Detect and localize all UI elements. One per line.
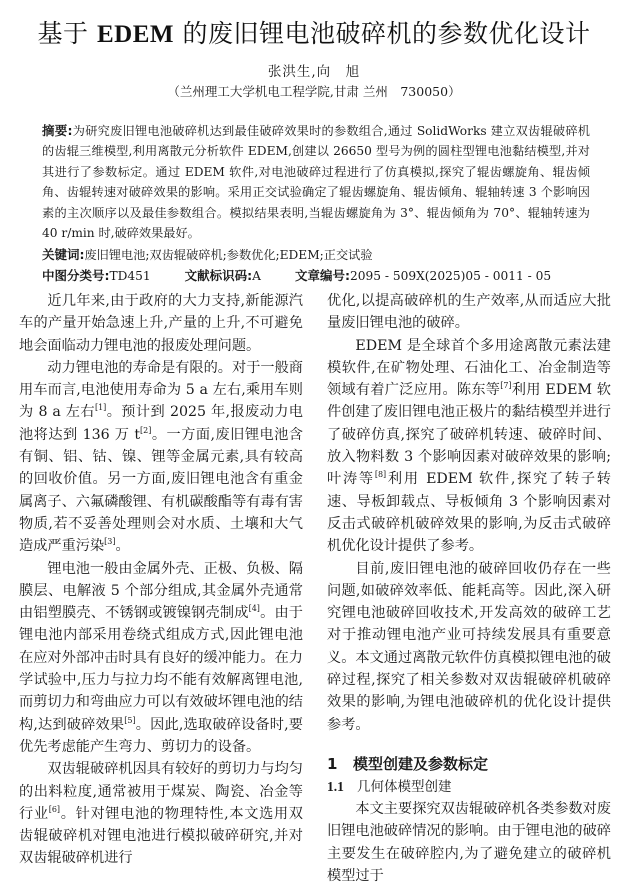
article-no-value: 2095 - 509X(2025)05 - 0011 - 05 bbox=[349, 269, 552, 283]
clc-value: TD451 bbox=[109, 269, 151, 283]
citation[interactable]: [7] bbox=[500, 381, 512, 391]
citation[interactable]: [6] bbox=[48, 804, 61, 814]
abstract-text: 为研究废旧锂电池破碎机达到最佳破碎效果时的参数组合,通过 SolidWorks 建立双齿辊破碎机的齿辊三维模型,利用离散元分析软件 EDEM,创建以 26650 型号为例的圆柱型锂电池黏结模型,并对其进行了参数标定。通过 EDEM 软件,对电池破碎过程进行了仿真模拟,探究了辊齿螺旋角、辊齿倾角、齿辊转速对破碎效果的影响。采用正交试验确定了辊齿螺旋角、辊齿倾角、辊轴转速 3 个影响因素的主次顺序以及最佳参数组合。模拟结果表明,当辊齿螺旋角为 3°、辊齿倾角为 70°、辊轴转速为 40 r/min 时,破碎效果最好。 bbox=[42, 124, 590, 241]
keywords-text: 废旧锂电池;双齿辊破碎机;参数优化;EDEM;正交试验 bbox=[84, 248, 373, 262]
paragraph: 近几年来,由于政府的大力支持,新能源汽车的产量开始急速上升,产量的上升,不可避免地会面临动力锂电池的报废处理问题。 bbox=[19, 293, 303, 354]
text: 动力锂电池的寿命是有限的。对于一般商用车而言,电池使用寿命为 5 a 左右,乘用车则为 8 a 左右 bbox=[19, 359, 303, 421]
citation[interactable]: [5] bbox=[124, 715, 136, 725]
subsection-number: 1.1 bbox=[327, 778, 344, 794]
section-number: 1 bbox=[327, 754, 338, 773]
abstract bbox=[42, 121, 590, 243]
authors: 张洪生,向 旭 bbox=[267, 64, 361, 80]
paragraph bbox=[19, 357, 303, 558]
left-column bbox=[19, 290, 303, 870]
text: 。由于锂电池内部采用卷绕式组成方式,因此锂电池在应对外部冲击时具有良好的缓冲能力。在力学试验中,压力与拉力均不能有效解离锂电池,而剪切力和弯曲应力可以有效破坏锂电池的结构,达到破碎效果 bbox=[19, 605, 303, 733]
title-edem: EDEM bbox=[97, 21, 174, 48]
text: 。预计到 2025 年,报废动力电池将达到 136 万 t bbox=[19, 404, 303, 443]
text: 利用 EDEM 软件,探究了转子转速、导板卸载点、导板倾角 3 个影响因素对反击式破碎机破碎效果的影响,为反击式破碎机优化设计提供了参考。 bbox=[327, 471, 611, 555]
document-code bbox=[185, 266, 261, 284]
text: 。一方面,废旧锂电池含有铜、铝、钴、镍、锂等金属元素,具有较高的回收价值。另一方面,废旧锂电池含有重金属离子、六氟磷酸锂、有机碳酸酯等有毒有害物质,若不妥善处理则会对水质、土壤和大气造成严重污染 bbox=[19, 426, 303, 555]
subsection-title: 几何体模型创建 bbox=[357, 778, 452, 795]
citation[interactable]: [1] bbox=[94, 403, 107, 413]
paper-title bbox=[0, 14, 628, 50]
citation[interactable]: [2] bbox=[140, 425, 152, 435]
clc-label: 中图分类号: bbox=[42, 268, 110, 283]
citation[interactable]: [8] bbox=[374, 470, 387, 480]
section-heading bbox=[327, 752, 611, 776]
citation[interactable]: [3] bbox=[104, 537, 116, 547]
citation[interactable]: [4] bbox=[248, 604, 260, 614]
text: 利用 EDEM 软件创建了废旧锂电池正极片的黏结模型并进行了破碎仿真,探究了破碎机转速、破碎时间、放入物料数 3 个影响因素对破碎效果的影响;叶涛等 bbox=[327, 382, 611, 488]
paragraph bbox=[19, 758, 303, 869]
title-part: 的废旧锂电池破碎机的参数优化设计 bbox=[174, 19, 591, 48]
paragraph: 优化,以提高破碎机的生产效率,从而适应大批量废旧锂电池的破碎。 bbox=[327, 293, 611, 332]
classification-line bbox=[42, 266, 602, 284]
paragraph: 本文主要探究双齿辊破碎机各类参数对废旧锂电池破碎情况的影响。由于锂电池的破碎主要发生在破碎腔内,为了避免建立的破碎机模型过于 bbox=[327, 800, 611, 884]
subsection-heading bbox=[327, 776, 611, 798]
text: 。针对锂电池的物理特性,本文选用双齿辊破碎机对锂电池进行模拟破碎研究,并对双齿辊破碎机进行 bbox=[19, 805, 303, 867]
doc-code-label: 文献标识码: bbox=[184, 268, 253, 283]
text: 锂电池一般由金属外壳、正极、负极、隔膜层、电解液 5 个部分组成,其金属外壳通常由铝塑膜壳、不锈钢或镀镍钢壳制成 bbox=[19, 560, 303, 622]
abstract-label: 摘要: bbox=[42, 123, 73, 138]
text: EDEM 是全球首个多用途离散元素法建模软件,在矿物处理、石油化工、冶金制造等领域有着广泛应用。陈东等 bbox=[327, 337, 611, 399]
section-title: 模型创建及参数标定 bbox=[353, 754, 489, 773]
article-no-label: 文章编号: bbox=[294, 268, 350, 283]
keywords bbox=[42, 245, 590, 263]
paragraph bbox=[19, 558, 303, 759]
text: 双齿辊破碎机因具有较好的剪切力与均匀的出料粒度,通常被用于煤炭、陶瓷、冶金等行业 bbox=[19, 761, 303, 822]
article-number bbox=[295, 266, 551, 284]
paragraph: 目前,废旧锂电池的破碎回收仍存在一些问题,如破碎效率低、能耗高等。因此,深入研究锂电池破碎回收技术,开发高效的破碎工艺对于推动锂电池产业可持续发展具有重要意义。本文通过离散元软件仿真模拟锂电池的破碎过程,探究了相关参数对双齿辊破碎机破碎效果的影响,为锂电池破碎机的优化设计提供参考。 bbox=[327, 560, 611, 733]
doc-code-value: A bbox=[252, 269, 261, 283]
text: 。因此,选取破碎设备时,要优先考虑能产生弯力、剪切力的设备。 bbox=[19, 716, 303, 755]
text: 。 bbox=[115, 538, 130, 555]
right-column bbox=[327, 290, 611, 887]
title-part: 基于 bbox=[37, 19, 97, 48]
affiliation: （兰州理工大学机电工程学院,甘肃 兰州 730050） bbox=[167, 84, 461, 99]
paragraph bbox=[327, 335, 611, 558]
clc-number bbox=[42, 266, 151, 284]
keywords-label: 关键词: bbox=[42, 247, 85, 262]
